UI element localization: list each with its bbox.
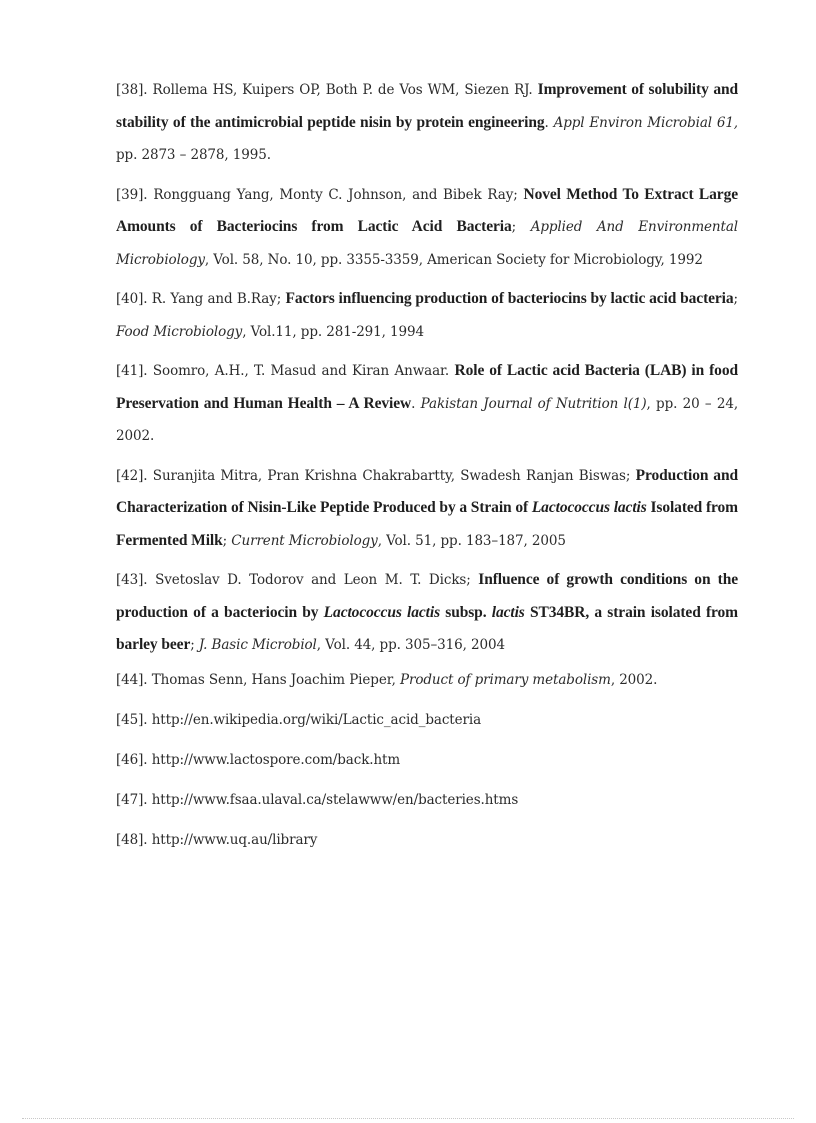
ref-journal: Product of primary metabolism bbox=[399, 671, 611, 688]
reference-42 bbox=[116, 460, 738, 558]
ref-title-part: subsp. bbox=[440, 603, 492, 621]
ref-separator: ; bbox=[222, 532, 232, 549]
ref-journal: Pakistan Journal of Nutrition l(1) bbox=[420, 395, 647, 412]
ref-authors: Suranjita Mitra, Pran Krishna Chakrabartty, Swadesh Ranjan Biswas; bbox=[147, 467, 636, 484]
ref-journal: Appl Environ Microbial 61, bbox=[553, 114, 739, 131]
ref-number: [41]. bbox=[116, 363, 148, 379]
ref-details: , Vol. 58, No. 10, pp. 3355-3359, American Society for Microbiology, 1992 bbox=[204, 251, 703, 268]
ref-separator: . bbox=[411, 395, 421, 412]
ref-separator: ; bbox=[511, 219, 531, 235]
ref-details: pp. 2873 – 2878, 1995. bbox=[116, 147, 271, 163]
ref-title: Improvement of solubility and stability of the antimicrobial peptide nisin by protein engineering bbox=[116, 81, 739, 131]
ref-details: , Vol. 44, pp. 305–316, 2004 bbox=[316, 637, 505, 653]
ref-separator: . bbox=[544, 114, 554, 131]
ref-authors: R. Yang and B.Ray; bbox=[147, 291, 286, 307]
ref-number: [44]. bbox=[116, 671, 148, 688]
ref-details: , Vol. 51, pp. 183–187, 2005 bbox=[377, 532, 566, 549]
ref-authors: Rollema HS, Kuipers OP, Both P. de Vos WM, Siezen RJ. bbox=[147, 82, 538, 98]
ref-title: Role of Lactic acid Bacteria (LAB) in food Preservation and Human Health – A Review bbox=[116, 362, 739, 412]
reference-46 bbox=[116, 749, 738, 771]
ref-species: lactis bbox=[491, 603, 525, 621]
reference-40 bbox=[116, 283, 738, 348]
ref-url: http://www.fsaa.ulaval.ca/stelawww/en/bacteries.htms bbox=[147, 791, 519, 808]
ref-title-part: Production and Characterization of Nisin-Like Peptide Produced by a Strain of bbox=[116, 466, 738, 516]
reference-43 bbox=[116, 564, 738, 662]
reference-41 bbox=[116, 355, 738, 453]
ref-number: [47]. bbox=[116, 791, 148, 808]
ref-separator: ; bbox=[733, 291, 738, 307]
reference-38 bbox=[116, 74, 738, 172]
ref-number: [45]. bbox=[116, 711, 148, 728]
ref-number: [39]. bbox=[116, 186, 148, 203]
ref-number: [40]. bbox=[116, 291, 148, 307]
ref-url: http://www.uq.au/library bbox=[147, 831, 318, 848]
ref-number: [38]. bbox=[116, 82, 148, 98]
ref-number: [48]. bbox=[116, 831, 148, 848]
ref-number: [42]. bbox=[116, 467, 148, 484]
ref-journal: J. Basic Microbiol bbox=[198, 637, 317, 653]
ref-number: [46]. bbox=[116, 751, 148, 768]
ref-details: , 2002. bbox=[610, 671, 658, 688]
reference-48 bbox=[116, 829, 738, 851]
ref-journal: Food Microbiology bbox=[116, 323, 243, 340]
page-bottom-divider bbox=[22, 1118, 794, 1119]
ref-journal: Current Microbiology bbox=[231, 532, 378, 549]
ref-journal: Applied And Environmental Microbiology bbox=[116, 219, 739, 268]
ref-species: Lactococcus lactis bbox=[323, 603, 441, 621]
ref-details: , Vol.11, pp. 281-291, 1994 bbox=[242, 323, 424, 340]
ref-separator: ; bbox=[190, 637, 199, 653]
reference-47 bbox=[116, 789, 738, 811]
reference-45 bbox=[116, 709, 738, 731]
ref-authors: Svetoslav D. Todorov and Leon M. T. Dicks; bbox=[147, 572, 479, 588]
ref-title-part: Isolated from Fermented Milk bbox=[116, 499, 738, 549]
ref-details: , pp. 20 – 24, 2002. bbox=[116, 395, 739, 444]
ref-url: http://www.lactospore.com/back.htm bbox=[147, 751, 401, 768]
ref-title-part: Influence of growth conditions on the production of a bacteriocin by bbox=[116, 571, 738, 621]
ref-authors: Rongguang Yang, Monty C. Johnson, and Bibek Ray; bbox=[147, 186, 524, 203]
ref-species: Lactococcus lactis bbox=[531, 499, 647, 516]
reference-44 bbox=[116, 669, 738, 691]
ref-number: [43]. bbox=[116, 572, 148, 588]
ref-title-part: ST34BR, a strain isolated from barley beer bbox=[116, 603, 738, 653]
reference-list bbox=[116, 74, 738, 869]
ref-title: Factors influencing production of bacteriocins by lactic acid bacteria bbox=[285, 290, 734, 307]
ref-url: http://en.wikipedia.org/wiki/Lactic_acid_bacteria bbox=[147, 711, 482, 728]
reference-39 bbox=[116, 179, 738, 277]
ref-title: Novel Method To Extract Large Amounts of Bacteriocins from Lactic Acid Bacteria bbox=[116, 185, 739, 235]
ref-authors: Thomas Senn, Hans Joachim Pieper, bbox=[147, 671, 400, 688]
ref-authors: Soomro, A.H., T. Masud and Kiran Anwaar. bbox=[147, 363, 455, 379]
